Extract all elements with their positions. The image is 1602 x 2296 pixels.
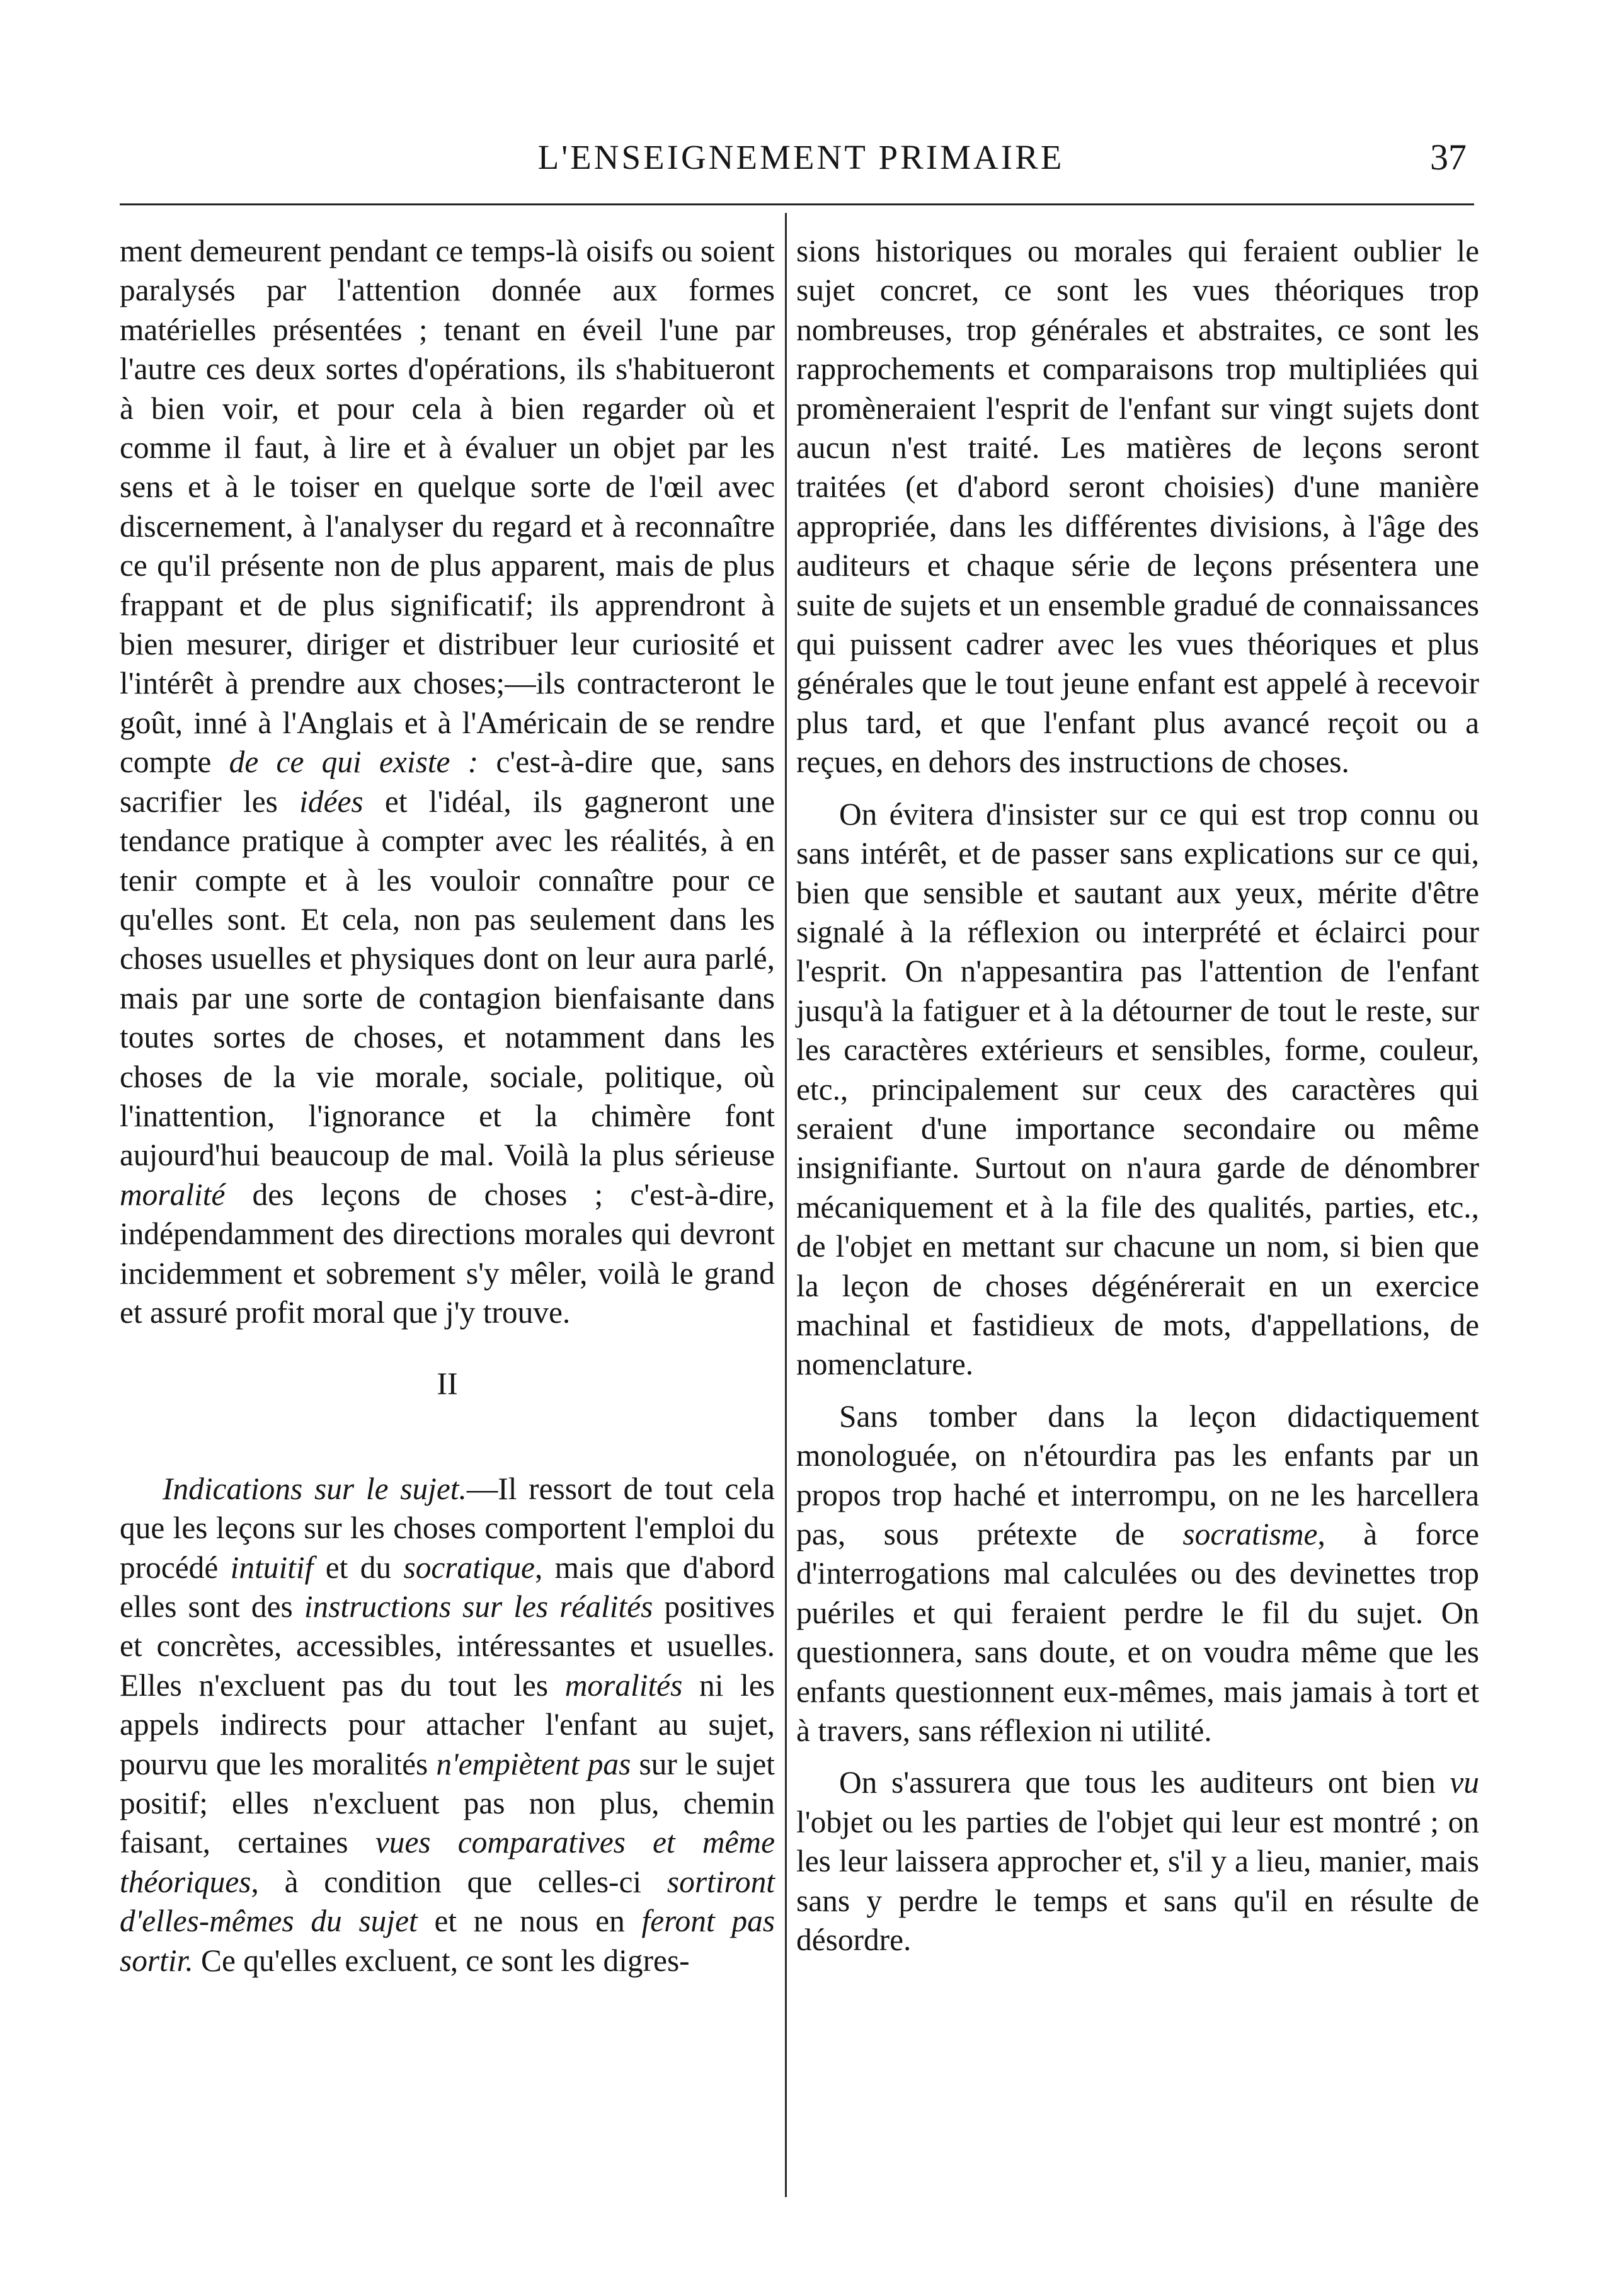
italic-run: sortiront d'elles-mêmes du sujet bbox=[120, 1864, 775, 1939]
column-divider bbox=[785, 213, 787, 2197]
right-paragraph-4 bbox=[796, 1763, 1479, 1960]
italic-run: feront pas sortir. bbox=[120, 1904, 775, 1978]
italic-run: intuitif bbox=[230, 1550, 314, 1585]
text-run: des leçons de choses ; c'est-à-dire, indépendamment des directions morales qui devront incidemment et sobrement s'y mêler, voilà le grand et assuré profit moral que j'y trouve. bbox=[120, 1177, 775, 1330]
text-run: l'objet ou les parties de l'objet qui leur est montré ; on les leur laissera approcher et, s'il y a lieu, manier, mais sans y perdre le temps et sans qu'il en résulte de désordre. bbox=[796, 1804, 1479, 1958]
text-run: , à condition que celles-ci bbox=[251, 1864, 667, 1899]
left-paragraph-2 bbox=[120, 1470, 775, 1980]
section-numeral: II bbox=[437, 1366, 458, 1402]
header-rule bbox=[120, 203, 1474, 205]
left-column bbox=[120, 232, 775, 1980]
text-run: ment demeurent pendant ce temps-là oisifs ou soient paralysés par l'attention donnée aux formes matérielles présentées ; tenant en éveil l'une par l'autre ces deux sortes d'opérations, ils s'habitueront à bien voir, et pour cela à bien regarder où et comme il faut, à lire et à évaluer un objet par les sens et à le toiser en quelque sorte de l'œil avec discernement, à l'analyser du regard et à reconnaître ce qu'il présente non de plus apparent, mais de plus frappant et de plus significatif; ils apprendront à bien mesurer, diriger et distribuer leur curiosité et l'intérêt à prendre aux choses;—ils contracteront le goût, inné à l'Anglais et à l'Américain de se rendre compte bbox=[120, 234, 775, 780]
paragraph-gap bbox=[796, 1385, 1479, 1397]
text-run: On s'assurera que tous les auditeurs ont bien bbox=[839, 1765, 1450, 1800]
italic-run: moralité bbox=[120, 1177, 226, 1212]
text-run: et du bbox=[313, 1550, 404, 1585]
right-paragraph-1: sions historiques ou morales qui feraient oublier le sujet concret, ce sont les vues théoriques trop nombreuses, trop générales et abstraites, ce sont les rapprochements et comparaisons trop multipliées qui promèneraient l'esprit de l'enfant sur vingt sujets dont aucun n'est traité. Les matières de leçons seront traitées (et d'abord seront choisies) d'une manière appropriée, dans les différentes divisions, à l'âge des auditeurs et chaque série de leçons présentera une suite de sujets et un ensemble gradué de connaissances qui puissent cadrer avec les vues théoriques et plus générales que le tout jeune enfant est appelé à recevoir plus tard, et que l'enfant plus avancé reçoit ou a reçues, en dehors des instructions de choses. bbox=[796, 234, 1479, 780]
italic-run: n'empiètent pas bbox=[436, 1746, 631, 1781]
right-paragraph-2: On évitera d'insister sur ce qui est trop connu ou sans intérêt, et de passer sans explications sur ce qui, bien que sensible et sautant aux yeux, mérite d'être signalé à la réflexion ou interprété et éclairci pour l'esprit. On n'appesantira pas l'attention de l'enfant jusqu'à la fatiguer et à la détourner de tout le reste, sur les caractères extérieurs et sensibles, forme, couleur, etc., principalement sur ceux des caractères qui seraient d'une importance secondaire ou même insignifiante. Surtout on n'aura garde de dénombrer mécaniquement et à la file des qualités, parties, etc., de l'objet en mettant sur chacune un nom, si bien que la leçon de choses dégénérerait en un exercice machinal et fastidieux de mots, d'appellations, de nomenclature. bbox=[796, 796, 1479, 1382]
page-number: 37 bbox=[1430, 137, 1467, 178]
text-run: Sans tomber dans la leçon didactiquement monologuée, on n'étourdira pas les enfants par un propos trop haché et interrompu, on ne les harcellera pas, sous prétexte de bbox=[796, 1398, 1479, 1551]
text-run: et ne nous en bbox=[417, 1904, 642, 1939]
text-run: positives et concrètes, accessibles, intéressantes et usuelles. Elles n'excluent pas du tout les bbox=[120, 1589, 775, 1703]
running-head-title: L'ENSEIGNEMENT PRIMAIRE bbox=[537, 138, 1065, 176]
text-run: c'est-à-dire que, sans sacrifier les bbox=[120, 745, 775, 819]
italic-run: idées bbox=[299, 784, 363, 819]
paragraph-gap bbox=[796, 782, 1479, 795]
italic-run: instructions sur les réalités bbox=[304, 1589, 653, 1624]
text-run: , à force d'interrogations mal calculées ou des devinettes trop puériles et qui feraient perdre le fil du sujet. On questionnera, sans doute, et on voudra même que les enfants questionnent eux-mêmes, mais jamais à tort et à travers, sans réflexion ni utilité. bbox=[796, 1517, 1480, 1749]
italic-run: vu bbox=[1450, 1765, 1479, 1800]
text-run: et l'idéal, ils gagneront une tendance pratique à compter avec les réalités, à en tenir compte et à les vouloir connaître pour ce qu'elles sont. Et cela, non pas seulement dans les choses usuelles et physiques dont on leur aura parlé, mais par une sorte de contagion bienfaisante dans toutes sortes de choses, et notamment dans les choses de la vie morale, sociale, politique, où l'inattention, l'ignorance et la chimère font aujourd'hui beaucoup de mal. Voilà la plus sérieuse bbox=[120, 784, 775, 1173]
text-run: , mais que d'abord elles sont des bbox=[120, 1550, 775, 1624]
text-run: ni les appels indirects pour attacher l'enfant au sujet, pourvu que les moralités bbox=[120, 1667, 775, 1781]
paragraph-gap bbox=[796, 1751, 1479, 1763]
italic-run: moralités bbox=[564, 1667, 683, 1703]
text-run: Ce qu'elles excluent, ce sont les digres- bbox=[193, 1943, 690, 1978]
text-run: sur le sujet positif; elles n'excluent pas non plus, chemin faisant, certaines bbox=[120, 1746, 775, 1860]
italic-run: Indications sur le sujet. bbox=[163, 1471, 467, 1506]
right-column bbox=[796, 232, 1479, 1960]
italic-run: socratisme bbox=[1182, 1517, 1318, 1551]
italic-run: socratique bbox=[403, 1550, 535, 1585]
running-head bbox=[0, 129, 1602, 186]
right-paragraph-3 bbox=[796, 1397, 1479, 1751]
italic-run: de ce qui existe : bbox=[229, 745, 479, 780]
left-paragraph-1 bbox=[120, 232, 775, 1332]
italic-run: vues comparatives et même théoriques bbox=[120, 1825, 775, 1899]
text-run: —Il ressort de tout cela que les leçons sur les choses comportent l'emploi du procédé bbox=[120, 1471, 775, 1585]
